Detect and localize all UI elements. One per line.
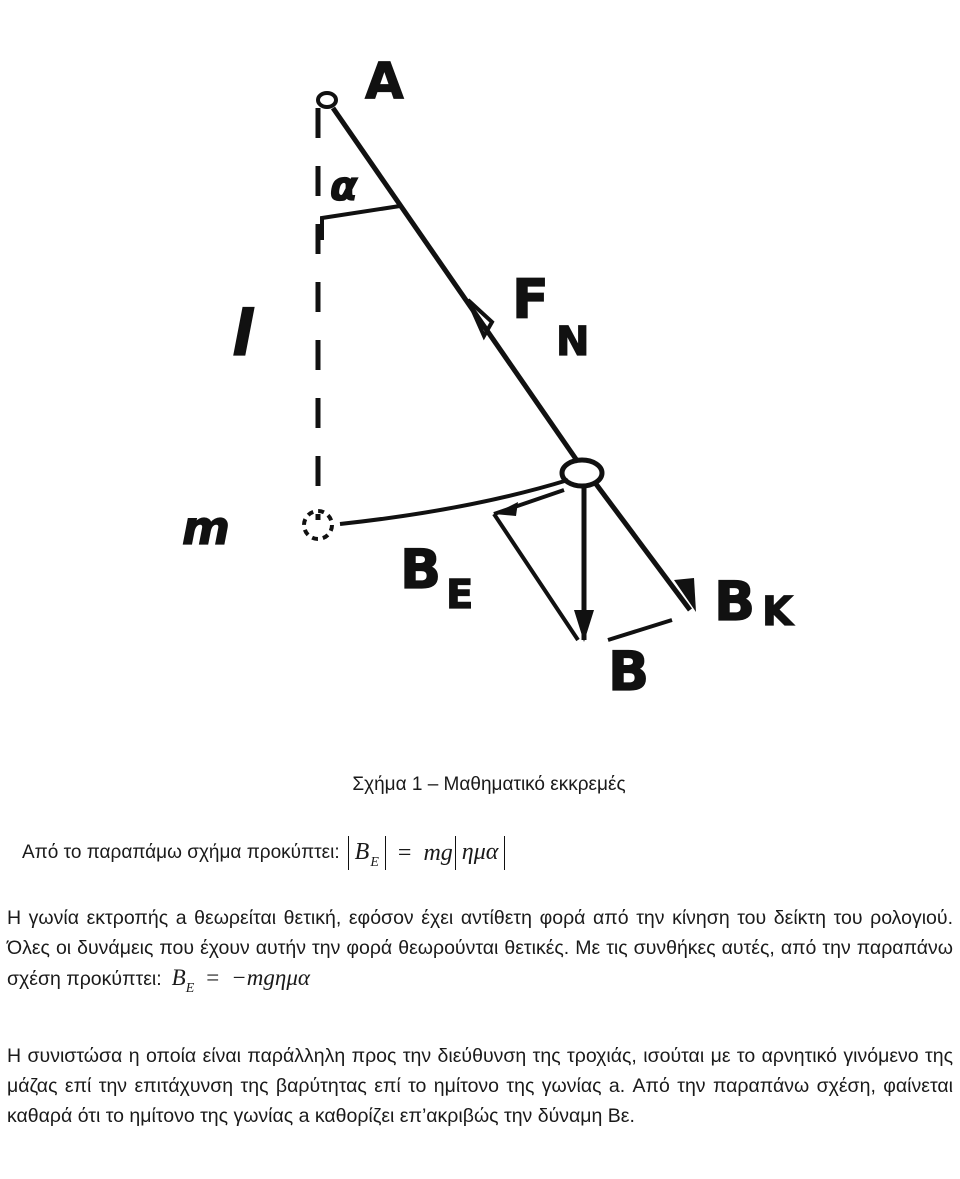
label-point-a: A [365, 52, 404, 110]
label-mass: m [182, 501, 230, 555]
equation-1 [348, 836, 506, 870]
label-bk: B [714, 570, 756, 633]
equation-equals: = [397, 839, 412, 866]
paragraph-tangential-component: Η συνιστώσα η οποία είναι παράλληλη προς την διεύθυνση της τροχιάς, ισούται με το αρνητικό γινόμενο της μάζας επί την επιτάχυνση της βαρύτητας επί το ημίτονο της γωνίας a. Από την παραπάνω σχέση, φαίνεται καθαρά ότι το ημίτονο της γωνίας a καθορίζει επ’ακριβώς την δύναμη Βε. [7, 1045, 953, 1127]
pivot-point [318, 93, 336, 107]
angle-arc [322, 206, 400, 240]
label-be-sub: E [446, 572, 474, 618]
label-be: B [400, 538, 442, 601]
label-angle: α [330, 164, 358, 210]
bk-vector-line [596, 484, 690, 610]
abs-sin: ημα [455, 836, 506, 870]
figure-caption: Σχήμα 1 – Μαθηματικό εκκρεμές [352, 774, 626, 795]
paragraph-1-text: Η γωνία εκτροπής a θεωρείται θετική, εφόσον έχει αντίθετη φορά από την κίνηση του δείκτη του ρολογιού. Όλες οι δυνάμεις που έχουν αυτήν την φορά θεωρούνται θετικές. Με τις συνθήκες αυτές, από την παραπάνω σχέση προκύπτει: [7, 907, 953, 990]
pendulum-bob [562, 460, 602, 486]
label-length: l [232, 297, 254, 370]
label-tension-sub: N [556, 319, 590, 365]
parallelogram-line [494, 514, 578, 640]
abs-be: $B_E$ [348, 836, 386, 870]
label-tension: F [512, 268, 549, 331]
equation-2: $B_E = -mg\eta\mu\alpha$ [171, 965, 310, 996]
weight-overbar [608, 620, 672, 640]
paragraph-sign-convention [7, 903, 953, 1004]
equation-mg: mg [423, 839, 453, 866]
equation-line-1 [22, 836, 505, 870]
label-weight: B [608, 640, 650, 703]
equation-lead-text: Από το παραπάμω σχήμα προκύπτει: [22, 842, 340, 863]
be-arrow-head [494, 502, 518, 516]
label-bk-sub: K [762, 589, 793, 635]
